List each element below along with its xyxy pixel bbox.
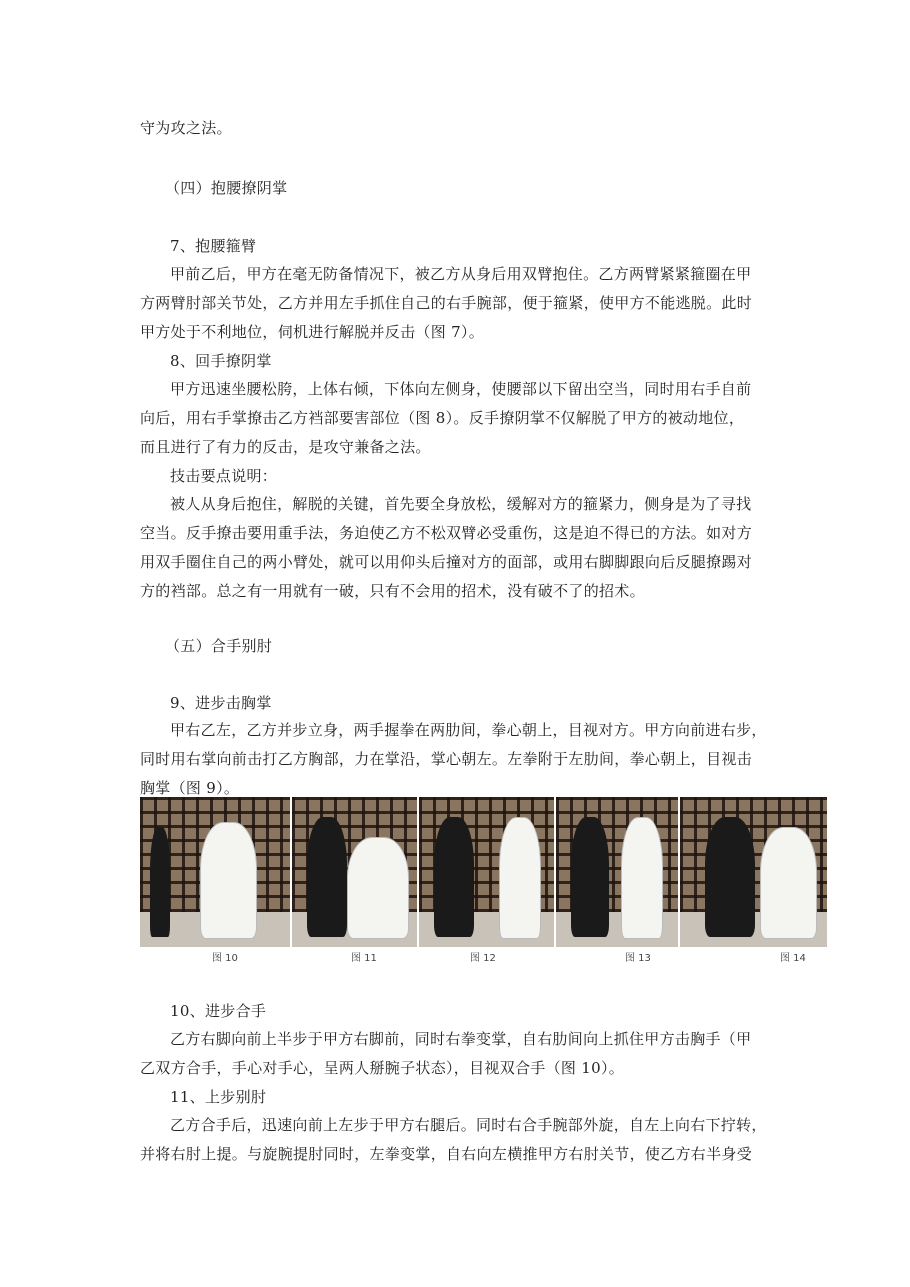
photo-figure-13 xyxy=(556,797,678,947)
subsection-heading: 7、抱腰箍臂 xyxy=(170,237,257,255)
figure-caption: 图 14 xyxy=(780,953,806,964)
photo-figure-11 xyxy=(292,797,417,947)
paragraph-line: 方的裆部。总之有一用就有一破，只有不会用的招术，没有破不了的招术。 xyxy=(140,582,645,600)
photo-figure-12 xyxy=(419,797,554,947)
paragraph-line: 空当。反手撩击要用重手法，务迫使乙方不松双臂必受重伤，这是迫不得已的方法。如对方 xyxy=(140,524,753,542)
subsection-heading: 10、进步合手 xyxy=(170,1002,267,1020)
figure-caption: 图 12 xyxy=(470,953,496,964)
paragraph-line: 同时用右掌向前击打乙方胸部，力在掌沿，掌心朝左。左拳附于左肋间，拳心朝上，目视击 xyxy=(140,750,753,768)
photo-figure-14 xyxy=(680,797,827,947)
paragraph-line: 而且进行了有力的反击，是攻守兼备之法。 xyxy=(140,438,431,456)
paragraph-line: 乙方合手后，迅速向前上左步于甲方右腿后。同时右合手腕部外旋，自左上向右下拧转， xyxy=(170,1116,767,1134)
paragraph-line: 乙方右脚向前上半步于甲方右脚前，同时右拳变掌，自右肋间向上抓住甲方击胸手（甲 xyxy=(170,1030,752,1048)
paragraph-line: 甲右乙左，乙方并步立身，两手握拳在两肋间，拳心朝上，目视对方。甲方向前进右步， xyxy=(170,721,767,739)
section-heading: （五）合手别肘 xyxy=(165,637,273,655)
paragraph-line: 用双手圈住自己的两小臂处，就可以用仰头后撞对方的面部，或用右脚脚跟向后反腿撩踢对 xyxy=(140,553,753,571)
paragraph-line: 被人从身后抱住，解脱的关键，首先要全身放松，缓解对方的箍紧力，侧身是为了寻找 xyxy=(170,495,752,513)
paragraph-line: 向后，用右手掌撩击乙方裆部要害部位（图 8）。反手撩阴掌不仅解脱了甲方的被动地位， xyxy=(140,409,745,427)
paragraph-line: 胸掌（图 9）。 xyxy=(140,779,240,797)
subsection-heading: 9、进步击胸掌 xyxy=(170,694,272,712)
paragraph-line: 乙双方合手，手心对手心，呈两人掰腕子状态），目视双合手（图 10）。 xyxy=(140,1059,625,1077)
subsection-heading: 8、回手撩阴掌 xyxy=(170,352,272,370)
figure-caption: 图 10 xyxy=(212,953,238,964)
photo-figure-10 xyxy=(140,797,290,947)
paragraph-line: 并将右肘上提。与旋腕提肘同时，左拳变掌，自右向左横推甲方右肘关节，使乙方右半身受 xyxy=(140,1145,753,1163)
section-heading: （四）抱腰撩阴掌 xyxy=(165,179,288,197)
paragraph-line: 守为攻之法。 xyxy=(140,119,232,137)
paragraph-line: 方两臂肘部关节处，乙方并用左手抓住自己的右手腕部，便于箍紧，使甲方不能逃脱。此时 xyxy=(140,294,753,312)
photo-strip xyxy=(140,797,827,967)
paragraph-line: 甲方处于不利地位，伺机进行解脱并反击（图 7）。 xyxy=(140,323,485,341)
figure-caption: 图 13 xyxy=(625,953,651,964)
paragraph-line: 甲方迅速坐腰松胯，上体右倾，下体向左侧身，使腰部以下留出空当，同时用右手自前 xyxy=(170,380,752,398)
subsection-heading: 11、上步别肘 xyxy=(170,1088,267,1106)
paragraph-line: 甲前乙后，甲方在毫无防备情况下，被乙方从身后用双臂抱住。乙方两臂紧紧箍圈在甲 xyxy=(170,265,752,283)
paragraph-line: 技击要点说明： xyxy=(170,467,278,485)
figure-caption: 图 11 xyxy=(351,953,377,964)
